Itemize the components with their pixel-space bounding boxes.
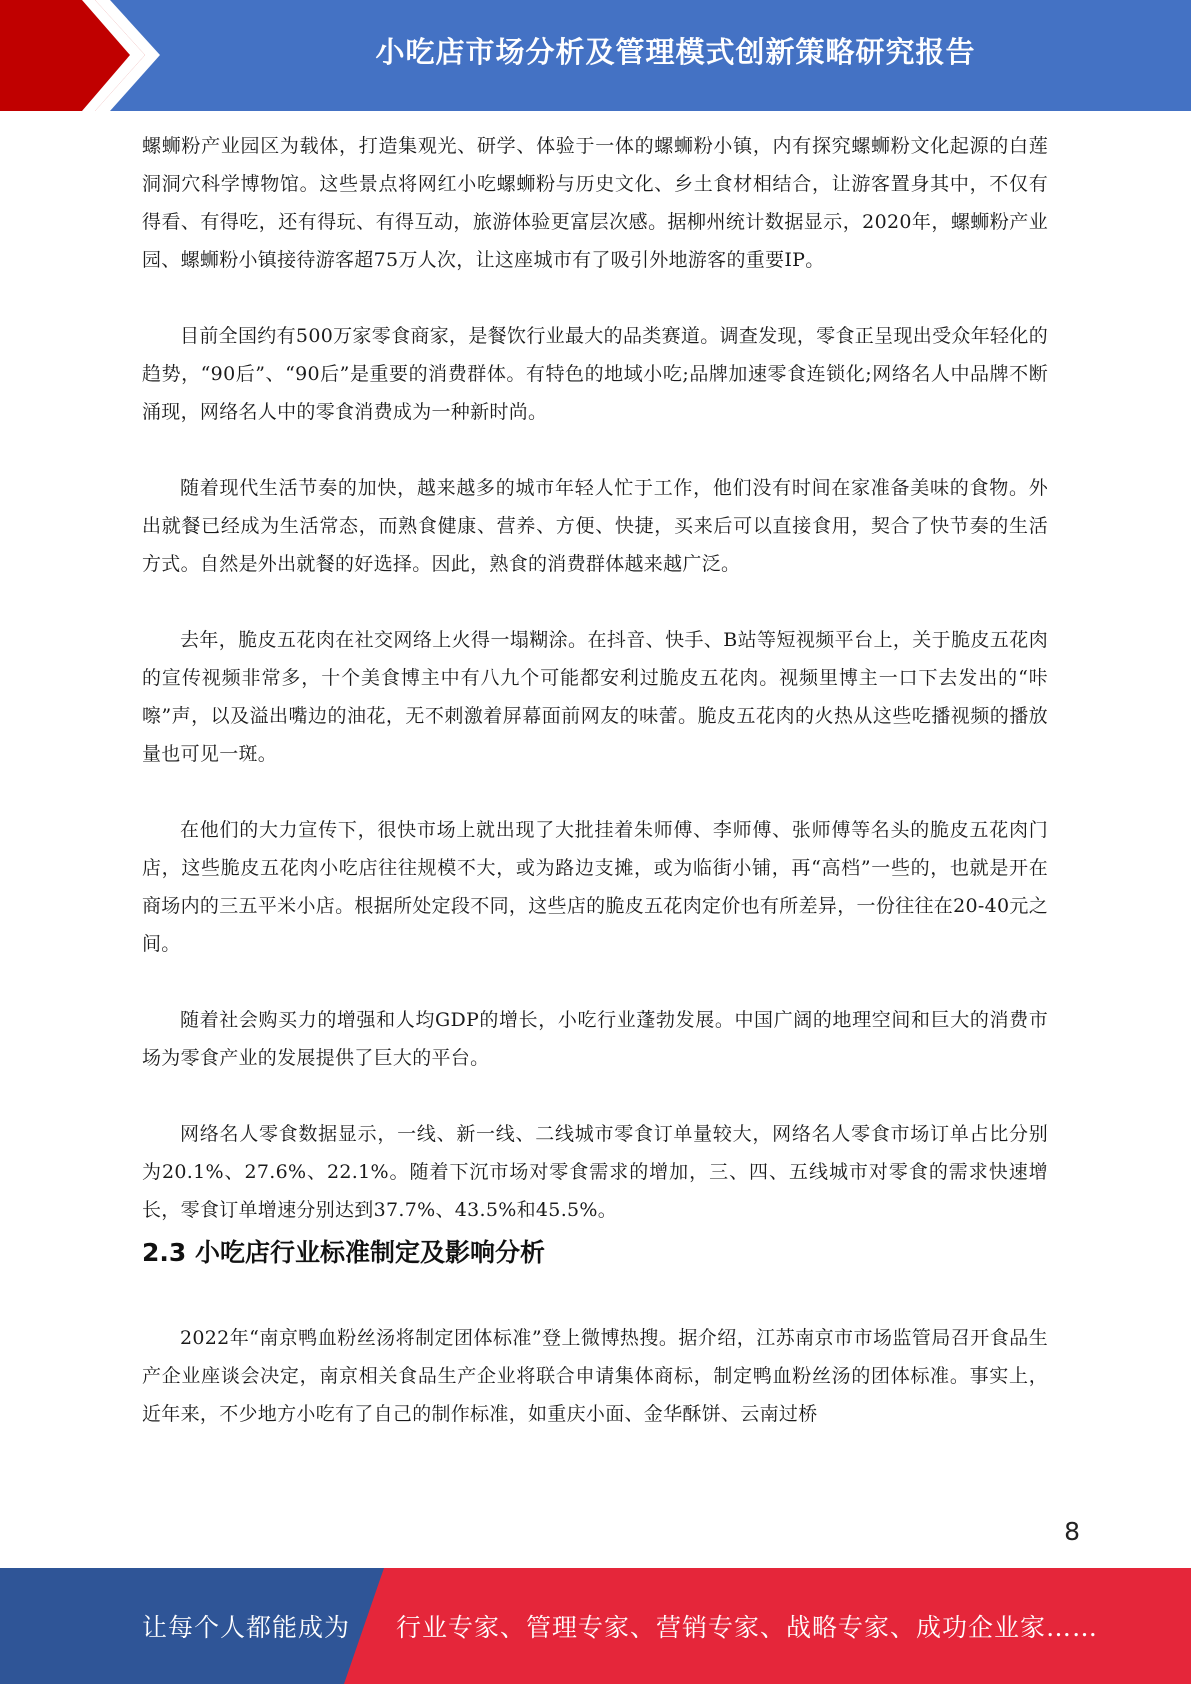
footer-slogan-right: 行业专家、管理专家、营销专家、战略专家、成功企业家…… [396,1613,1099,1642]
paragraph-6: 随着社会购买力的增强和人均GDP的增长，小吃行业蓬勃发展。中国广阔的地理空间和巨大的消费市场为零食产业的发展提供了巨大的平台。 [142,1009,1048,1069]
paragraph-1: 螺蛳粉产业园区为载体，打造集观光、研学、体验于一体的螺蛳粉小镇，内有探究螺蛳粉文化起源的白莲洞洞穴科学博物馆。这些景点将网红小吃螺蛳粉与历史文化、乡土食材相结合，让游客置身其中，不仅有得看、有得吃，还有得玩、有得互动，旅游体验更富层次感。据柳州统计数据显示，2020年，螺蛳粉产业园、螺蛳粉小镇接待游客超75万人次，让这座城市有了吸引外地游客的重要IP。 [142,135,1048,271]
section-heading: 2.3 小吃店行业标准制定及影响分析 [142,1238,545,1267]
footer-slogan-left: 让每个人都能成为 [142,1613,351,1642]
page-footer [0,1568,1191,1684]
report-title: 小吃店市场分析及管理模式创新策略研究报告 [375,34,976,69]
page-content [142,127,1048,1433]
paragraph-4: 去年，脆皮五花肉在社交网络上火得一塌糊涂。在抖音、快手、B站等短视频平台上，关于脆皮五花肉的宣传视频非常多，十个美食博主中有八九个可能都安利过脆皮五花肉。视频里博主一口下去发出的“咔嚓”声，以及溢出嘴边的油花，无不刺激着屏幕面前网友的味蕾。脆皮五花肉的火热从这些吃播视频的播放量也可见一斑。 [142,629,1048,765]
paragraph-3: 随着现代生活节奏的加快，越来越多的城市年轻人忙于工作，他们没有时间在家准备美味的食物。外出就餐已经成为生活常态，而熟食健康、营养、方便、快捷，买来后可以直接食用，契合了快节奏的生活方式。自然是外出就餐的好选择。因此，熟食的消费群体越来越广泛。 [142,477,1048,575]
paragraph-5: 在他们的大力宣传下，很快市场上就出现了大批挂着朱师傅、李师傅、张师傅等名头的脆皮五花肉门店，这些脆皮五花肉小吃店往往规模不大，或为路边支摊，或为临街小铺，再“高档”一些的，也就是开在商场内的三五平米小店。根据所处定段不同，这些店的脆皮五花肉定价也有所差异，一份往往在20-40元之间。 [142,819,1048,955]
paragraph-7: 网络名人零食数据显示，一线、新一线、二线城市零食订单量较大，网络名人零食市场订单占比分别为20.1%、27.6%、22.1%。随着下沉市场对零食需求的增加，三、四、五线城市对零食的需求快速增长，零食订单增速分别达到37.7%、43.5%和45.5%。 [142,1123,1048,1221]
page-number: 8 [1064,1517,1080,1546]
page-header [0,0,1191,111]
section-paragraph: 2022年“南京鸭血粉丝汤将制定团体标准”登上微博热搜。据介绍，江苏南京市市场监管局召开食品生产企业座谈会决定，南京相关食品生产企业将联合申请集体商标，制定鸭血粉丝汤的团体标准。事实上，近年来，不少地方小吃有了自己的制作标准，如重庆小面、金华酥饼、云南过桥 [142,1327,1048,1425]
paragraph-2: 目前全国约有500万家零食商家，是餐饮行业最大的品类赛道。调查发现，零食正呈现出受众年轻化的趋势，“90后”、“90后”是重要的消费群体。有特色的地域小吃;品牌加速零食连锁化;网络名人中品牌不断涌现，网络名人中的零食消费成为一种新时尚。 [142,325,1048,423]
